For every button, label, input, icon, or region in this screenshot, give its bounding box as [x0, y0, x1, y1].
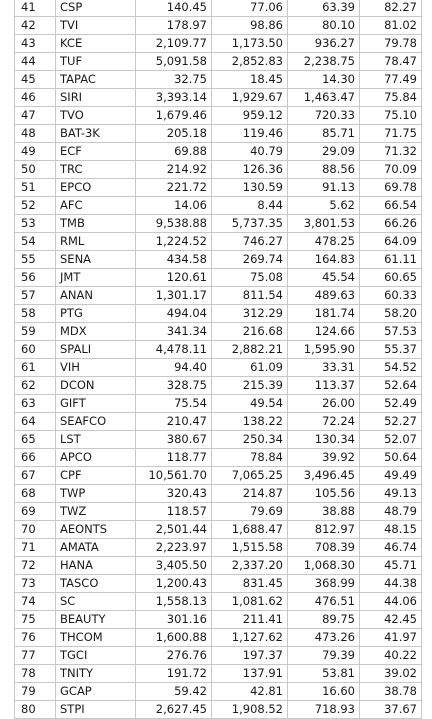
value-2-cell[interactable]: 312.29	[212, 305, 288, 323]
symbol-cell[interactable]: ECF	[56, 143, 136, 161]
value-1-cell[interactable]: 140.45	[136, 0, 212, 17]
symbol-cell[interactable]: MDX	[56, 323, 136, 341]
value-3-cell[interactable]: 3,801.53	[288, 215, 360, 233]
rank-cell[interactable]: 68	[15, 485, 56, 503]
percent-cell[interactable]: 66.54	[360, 197, 422, 215]
rank-cell[interactable]: 50	[15, 161, 56, 179]
value-1-cell[interactable]: 210.47	[136, 413, 212, 431]
percent-cell[interactable]: 60.33	[360, 287, 422, 305]
symbol-cell[interactable]: JMT	[56, 269, 136, 287]
percent-cell[interactable]: 50.64	[360, 449, 422, 467]
rank-cell[interactable]: 60	[15, 341, 56, 359]
rank-cell[interactable]: 56	[15, 269, 56, 287]
value-2-cell[interactable]: 250.34	[212, 431, 288, 449]
value-2-cell[interactable]: 1,081.62	[212, 593, 288, 611]
value-3-cell[interactable]: 26.00	[288, 395, 360, 413]
percent-cell[interactable]: 52.49	[360, 395, 422, 413]
rank-cell[interactable]: 72	[15, 557, 56, 575]
value-1-cell[interactable]: 118.57	[136, 503, 212, 521]
value-3-cell[interactable]: 63.39	[288, 0, 360, 17]
value-3-cell[interactable]: 473.26	[288, 629, 360, 647]
table-row	[15, 215, 422, 233]
percent-cell[interactable]: 58.20	[360, 305, 422, 323]
value-2-cell[interactable]: 197.37	[212, 647, 288, 665]
percent-cell[interactable]: 52.27	[360, 413, 422, 431]
value-1-cell[interactable]: 2,501.44	[136, 521, 212, 539]
percent-cell[interactable]: 66.26	[360, 215, 422, 233]
rank-cell[interactable]: 57	[15, 287, 56, 305]
table-row	[15, 287, 422, 305]
value-2-cell[interactable]: 1,688.47	[212, 521, 288, 539]
percent-cell[interactable]: 79.78	[360, 35, 422, 53]
value-3-cell[interactable]: 33.31	[288, 359, 360, 377]
table-row	[15, 233, 422, 251]
rank-cell[interactable]: 61	[15, 359, 56, 377]
value-2-cell[interactable]: 75.08	[212, 269, 288, 287]
rank-cell[interactable]: 79	[15, 683, 56, 701]
value-1-cell[interactable]: 328.75	[136, 377, 212, 395]
rank-cell[interactable]: 54	[15, 233, 56, 251]
value-2-cell[interactable]: 119.46	[212, 125, 288, 143]
percent-cell[interactable]: 71.75	[360, 125, 422, 143]
value-2-cell[interactable]: 2,852.83	[212, 53, 288, 71]
value-1-cell[interactable]: 301.16	[136, 611, 212, 629]
symbol-cell[interactable]: GIFT	[56, 395, 136, 413]
table-row	[15, 395, 422, 413]
value-2-cell[interactable]: 1,515.58	[212, 539, 288, 557]
value-1-cell[interactable]: 94.40	[136, 359, 212, 377]
symbol-cell[interactable]: AMATA	[56, 539, 136, 557]
rank-cell[interactable]: 53	[15, 215, 56, 233]
table-row	[15, 107, 422, 125]
rank-cell[interactable]: 59	[15, 323, 56, 341]
value-3-cell[interactable]: 80.10	[288, 17, 360, 35]
rank-cell[interactable]: 43	[15, 35, 56, 53]
value-3-cell[interactable]: 85.71	[288, 125, 360, 143]
symbol-cell[interactable]: TMB	[56, 215, 136, 233]
value-1-cell[interactable]: 178.97	[136, 17, 212, 35]
value-2-cell[interactable]: 1,173.50	[212, 35, 288, 53]
value-2-cell[interactable]: 1,908.52	[212, 701, 288, 719]
rank-cell[interactable]: 62	[15, 377, 56, 395]
value-2-cell[interactable]: 831.45	[212, 575, 288, 593]
rank-cell[interactable]: 48	[15, 125, 56, 143]
table-row	[15, 557, 422, 575]
value-1-cell[interactable]: 320.43	[136, 485, 212, 503]
table-row	[15, 449, 422, 467]
value-1-cell[interactable]: 14.06	[136, 197, 212, 215]
symbol-cell[interactable]: TGCI	[56, 647, 136, 665]
symbol-cell[interactable]: SC	[56, 593, 136, 611]
percent-cell[interactable]: 38.78	[360, 683, 422, 701]
value-3-cell[interactable]: 936.27	[288, 35, 360, 53]
value-3-cell[interactable]: 164.83	[288, 251, 360, 269]
value-3-cell[interactable]: 489.63	[288, 287, 360, 305]
value-1-cell[interactable]: 10,561.70	[136, 467, 212, 485]
percent-cell[interactable]: 61.11	[360, 251, 422, 269]
value-3-cell[interactable]: 29.09	[288, 143, 360, 161]
rank-cell[interactable]: 41	[15, 0, 56, 17]
value-2-cell[interactable]: 746.27	[212, 233, 288, 251]
value-3-cell[interactable]: 181.74	[288, 305, 360, 323]
value-2-cell[interactable]: 61.09	[212, 359, 288, 377]
rank-cell[interactable]: 52	[15, 197, 56, 215]
table-row	[15, 503, 422, 521]
percent-cell[interactable]: 54.52	[360, 359, 422, 377]
value-3-cell[interactable]: 1,463.47	[288, 89, 360, 107]
table-row	[15, 701, 422, 719]
value-2-cell[interactable]: 5,737.35	[212, 215, 288, 233]
value-1-cell[interactable]: 276.76	[136, 647, 212, 665]
symbol-cell[interactable]: GCAP	[56, 683, 136, 701]
value-3-cell[interactable]: 708.39	[288, 539, 360, 557]
value-3-cell[interactable]: 718.93	[288, 701, 360, 719]
value-3-cell[interactable]: 5.62	[288, 197, 360, 215]
symbol-cell[interactable]: TWP	[56, 485, 136, 503]
value-3-cell[interactable]: 3,496.45	[288, 467, 360, 485]
value-1-cell[interactable]: 1,679.46	[136, 107, 212, 125]
percent-cell[interactable]: 69.78	[360, 179, 422, 197]
symbol-cell[interactable]: LST	[56, 431, 136, 449]
value-3-cell[interactable]: 89.75	[288, 611, 360, 629]
value-1-cell[interactable]: 221.72	[136, 179, 212, 197]
ranking-table	[14, 0, 422, 719]
symbol-cell[interactable]: CPF	[56, 467, 136, 485]
rank-cell[interactable]: 67	[15, 467, 56, 485]
table-row	[15, 197, 422, 215]
symbol-cell[interactable]: TVO	[56, 107, 136, 125]
percent-cell[interactable]: 78.47	[360, 53, 422, 71]
symbol-cell[interactable]: HANA	[56, 557, 136, 575]
rank-cell[interactable]: 49	[15, 143, 56, 161]
table-row	[15, 0, 422, 17]
percent-cell[interactable]: 39.02	[360, 665, 422, 683]
value-2-cell[interactable]: 1,127.62	[212, 629, 288, 647]
rank-cell[interactable]: 46	[15, 89, 56, 107]
value-1-cell[interactable]: 434.58	[136, 251, 212, 269]
rank-cell[interactable]: 75	[15, 611, 56, 629]
value-1-cell[interactable]: 32.75	[136, 71, 212, 89]
value-1-cell[interactable]: 494.04	[136, 305, 212, 323]
symbol-cell[interactable]: SIRI	[56, 89, 136, 107]
value-3-cell[interactable]: 130.34	[288, 431, 360, 449]
percent-cell[interactable]: 44.38	[360, 575, 422, 593]
table-row	[15, 71, 422, 89]
table-body	[15, 0, 422, 719]
percent-cell[interactable]: 82.27	[360, 0, 422, 17]
value-2-cell[interactable]: 79.69	[212, 503, 288, 521]
value-3-cell[interactable]: 368.99	[288, 575, 360, 593]
rank-cell[interactable]: 64	[15, 413, 56, 431]
value-1-cell[interactable]: 120.61	[136, 269, 212, 287]
table-row	[15, 575, 422, 593]
symbol-cell[interactable]: DCON	[56, 377, 136, 395]
symbol-cell[interactable]: VIH	[56, 359, 136, 377]
value-1-cell[interactable]: 1,600.88	[136, 629, 212, 647]
percent-cell[interactable]: 52.64	[360, 377, 422, 395]
value-2-cell[interactable]: 2,882.21	[212, 341, 288, 359]
table-row	[15, 251, 422, 269]
percent-cell[interactable]: 49.13	[360, 485, 422, 503]
rank-cell[interactable]: 47	[15, 107, 56, 125]
symbol-cell[interactable]: TNITY	[56, 665, 136, 683]
table-row	[15, 125, 422, 143]
rank-cell[interactable]: 71	[15, 539, 56, 557]
rank-cell[interactable]: 51	[15, 179, 56, 197]
percent-cell[interactable]: 75.84	[360, 89, 422, 107]
value-3-cell[interactable]: 39.92	[288, 449, 360, 467]
value-3-cell[interactable]: 812.97	[288, 521, 360, 539]
table-row	[15, 485, 422, 503]
value-1-cell[interactable]: 2,109.77	[136, 35, 212, 53]
value-2-cell[interactable]: 1,929.67	[212, 89, 288, 107]
percent-cell[interactable]: 77.49	[360, 71, 422, 89]
symbol-cell[interactable]: APCO	[56, 449, 136, 467]
percent-cell[interactable]: 40.22	[360, 647, 422, 665]
value-1-cell[interactable]: 191.72	[136, 665, 212, 683]
table-row	[15, 53, 422, 71]
percent-cell[interactable]: 70.09	[360, 161, 422, 179]
percent-cell[interactable]: 75.10	[360, 107, 422, 125]
value-1-cell[interactable]: 214.92	[136, 161, 212, 179]
value-2-cell[interactable]: 137.91	[212, 665, 288, 683]
rank-cell[interactable]: 78	[15, 665, 56, 683]
value-2-cell[interactable]: 49.54	[212, 395, 288, 413]
table-row	[15, 341, 422, 359]
value-3-cell[interactable]: 476.51	[288, 593, 360, 611]
rank-cell[interactable]: 58	[15, 305, 56, 323]
table-row	[15, 161, 422, 179]
table-row	[15, 377, 422, 395]
value-1-cell[interactable]: 205.18	[136, 125, 212, 143]
symbol-cell[interactable]: ANAN	[56, 287, 136, 305]
percent-cell[interactable]: 48.79	[360, 503, 422, 521]
value-2-cell[interactable]: 77.06	[212, 0, 288, 17]
value-2-cell[interactable]: 78.84	[212, 449, 288, 467]
symbol-cell[interactable]: AEONTS	[56, 521, 136, 539]
table-row	[15, 593, 422, 611]
value-2-cell[interactable]: 2,337.20	[212, 557, 288, 575]
value-1-cell[interactable]: 1,200.43	[136, 575, 212, 593]
table-row	[15, 521, 422, 539]
rank-cell[interactable]: 65	[15, 431, 56, 449]
symbol-cell[interactable]: TRC	[56, 161, 136, 179]
value-2-cell[interactable]: 811.54	[212, 287, 288, 305]
symbol-cell[interactable]: TVI	[56, 17, 136, 35]
percent-cell[interactable]: 41.97	[360, 629, 422, 647]
value-1-cell[interactable]: 3,393.14	[136, 89, 212, 107]
value-1-cell[interactable]: 3,405.50	[136, 557, 212, 575]
percent-cell[interactable]: 71.32	[360, 143, 422, 161]
percent-cell[interactable]: 60.65	[360, 269, 422, 287]
symbol-cell[interactable]: TWZ	[56, 503, 136, 521]
table-row	[15, 89, 422, 107]
table-row	[15, 143, 422, 161]
value-3-cell[interactable]: 2,238.75	[288, 53, 360, 71]
rank-cell[interactable]: 74	[15, 593, 56, 611]
percent-cell[interactable]: 52.07	[360, 431, 422, 449]
value-2-cell[interactable]: 18.45	[212, 71, 288, 89]
value-1-cell[interactable]: 1,301.17	[136, 287, 212, 305]
value-2-cell[interactable]: 40.79	[212, 143, 288, 161]
symbol-cell[interactable]: AFC	[56, 197, 136, 215]
rank-cell[interactable]: 55	[15, 251, 56, 269]
symbol-cell[interactable]: SPALI	[56, 341, 136, 359]
value-2-cell[interactable]: 98.86	[212, 17, 288, 35]
symbol-cell[interactable]: BEAUTY	[56, 611, 136, 629]
rank-cell[interactable]: 69	[15, 503, 56, 521]
value-1-cell[interactable]: 69.88	[136, 143, 212, 161]
table-row	[15, 683, 422, 701]
symbol-cell[interactable]: TASCO	[56, 575, 136, 593]
value-3-cell[interactable]: 16.60	[288, 683, 360, 701]
value-2-cell[interactable]: 214.87	[212, 485, 288, 503]
value-2-cell[interactable]: 959.12	[212, 107, 288, 125]
value-3-cell[interactable]: 38.88	[288, 503, 360, 521]
value-2-cell[interactable]: 126.36	[212, 161, 288, 179]
value-2-cell[interactable]: 130.59	[212, 179, 288, 197]
table-row	[15, 35, 422, 53]
table-row	[15, 467, 422, 485]
table-row	[15, 305, 422, 323]
value-3-cell[interactable]: 14.30	[288, 71, 360, 89]
percent-cell[interactable]: 55.37	[360, 341, 422, 359]
symbol-cell[interactable]: BAT-3K	[56, 125, 136, 143]
symbol-cell[interactable]: TAPAC	[56, 71, 136, 89]
value-3-cell[interactable]: 105.56	[288, 485, 360, 503]
table-row	[15, 665, 422, 683]
table-row	[15, 629, 422, 647]
percent-cell[interactable]: 48.15	[360, 521, 422, 539]
symbol-cell[interactable]: CSP	[56, 0, 136, 17]
value-1-cell[interactable]: 118.77	[136, 449, 212, 467]
table-row	[15, 179, 422, 197]
value-1-cell[interactable]: 75.54	[136, 395, 212, 413]
value-3-cell[interactable]: 720.33	[288, 107, 360, 125]
value-3-cell[interactable]: 124.66	[288, 323, 360, 341]
rank-cell[interactable]: 77	[15, 647, 56, 665]
percent-cell[interactable]: 46.74	[360, 539, 422, 557]
table-row	[15, 359, 422, 377]
symbol-cell[interactable]: THCOM	[56, 629, 136, 647]
value-3-cell[interactable]: 79.39	[288, 647, 360, 665]
table-row	[15, 431, 422, 449]
rank-cell[interactable]: 44	[15, 53, 56, 71]
value-3-cell[interactable]: 53.81	[288, 665, 360, 683]
percent-cell[interactable]: 57.53	[360, 323, 422, 341]
value-1-cell[interactable]: 2,223.97	[136, 539, 212, 557]
value-1-cell[interactable]: 1,558.13	[136, 593, 212, 611]
percent-cell[interactable]: 45.71	[360, 557, 422, 575]
rank-cell[interactable]: 45	[15, 71, 56, 89]
symbol-cell[interactable]: SEAFCO	[56, 413, 136, 431]
rank-cell[interactable]: 76	[15, 629, 56, 647]
value-1-cell[interactable]: 1,224.52	[136, 233, 212, 251]
value-2-cell[interactable]: 215.39	[212, 377, 288, 395]
value-1-cell[interactable]: 341.34	[136, 323, 212, 341]
symbol-cell[interactable]: STPI	[56, 701, 136, 719]
value-3-cell[interactable]: 1,068.30	[288, 557, 360, 575]
symbol-cell[interactable]: PTG	[56, 305, 136, 323]
percent-cell[interactable]: 64.09	[360, 233, 422, 251]
value-1-cell[interactable]: 2,627.45	[136, 701, 212, 719]
table-row	[15, 647, 422, 665]
symbol-cell[interactable]: RML	[56, 233, 136, 251]
table-row	[15, 17, 422, 35]
value-1-cell[interactable]: 9,538.88	[136, 215, 212, 233]
percent-cell[interactable]: 81.02	[360, 17, 422, 35]
value-3-cell[interactable]: 72.24	[288, 413, 360, 431]
table-row	[15, 413, 422, 431]
value-2-cell[interactable]: 42.81	[212, 683, 288, 701]
value-3-cell[interactable]: 478.25	[288, 233, 360, 251]
value-3-cell[interactable]: 88.56	[288, 161, 360, 179]
value-1-cell[interactable]: 4,478.11	[136, 341, 212, 359]
percent-cell[interactable]: 42.45	[360, 611, 422, 629]
value-1-cell[interactable]: 59.42	[136, 683, 212, 701]
value-2-cell[interactable]: 211.41	[212, 611, 288, 629]
rank-cell[interactable]: 80	[15, 701, 56, 719]
value-1-cell[interactable]: 5,091.58	[136, 53, 212, 71]
symbol-cell[interactable]: KCE	[56, 35, 136, 53]
table-row	[15, 611, 422, 629]
value-2-cell[interactable]: 8.44	[212, 197, 288, 215]
table-row	[15, 323, 422, 341]
symbol-cell[interactable]: SENA	[56, 251, 136, 269]
value-3-cell[interactable]: 113.37	[288, 377, 360, 395]
rank-cell[interactable]: 73	[15, 575, 56, 593]
rank-cell[interactable]: 42	[15, 17, 56, 35]
value-3-cell[interactable]: 1,595.90	[288, 341, 360, 359]
table-row	[15, 539, 422, 557]
rank-cell[interactable]: 66	[15, 449, 56, 467]
value-2-cell[interactable]: 216.68	[212, 323, 288, 341]
symbol-cell[interactable]: TUF	[56, 53, 136, 71]
percent-cell[interactable]: 49.49	[360, 467, 422, 485]
rank-cell[interactable]: 70	[15, 521, 56, 539]
table-row	[15, 269, 422, 287]
value-1-cell[interactable]: 380.67	[136, 431, 212, 449]
value-3-cell[interactable]: 91.13	[288, 179, 360, 197]
symbol-cell[interactable]: EPCO	[56, 179, 136, 197]
value-2-cell[interactable]: 138.22	[212, 413, 288, 431]
value-3-cell[interactable]: 45.54	[288, 269, 360, 287]
value-2-cell[interactable]: 269.74	[212, 251, 288, 269]
value-2-cell[interactable]: 7,065.25	[212, 467, 288, 485]
percent-cell[interactable]: 37.67	[360, 701, 422, 719]
percent-cell[interactable]: 44.06	[360, 593, 422, 611]
rank-cell[interactable]: 63	[15, 395, 56, 413]
